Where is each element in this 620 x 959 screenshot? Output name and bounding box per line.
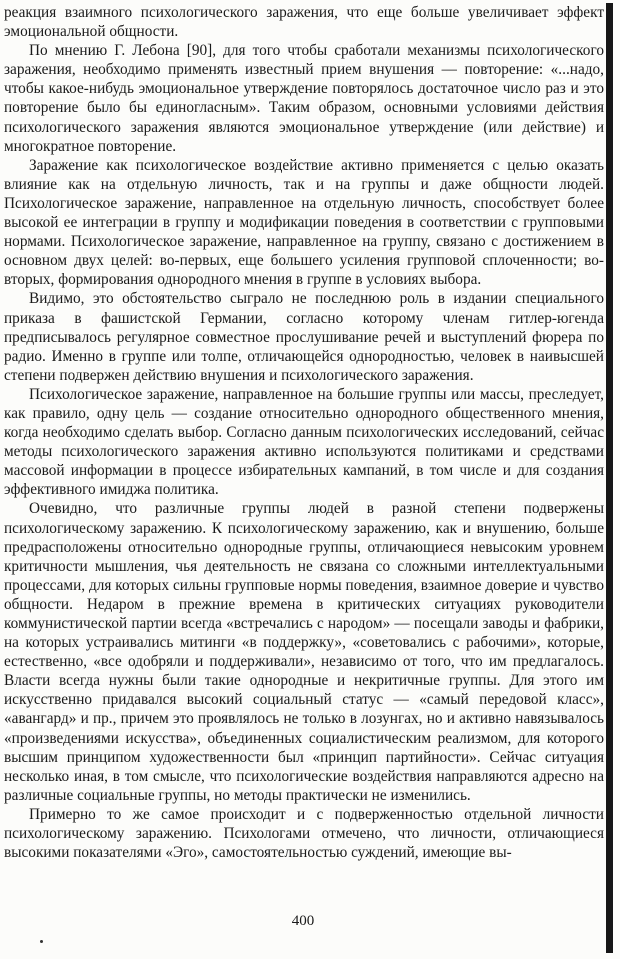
paragraph-group-susceptibility: Очевидно, что различные группы людей в разной степени подвержены психологическому заражению. К психологическому заражению, как и внушению, больше предрасположены относительно однородные группы, отличающиеся невысоким уровнем критичности мышления, чья деятельность не связана со сложными интеллектуальными процессами, для которых сильны групповые нормы поведения, взаимное доверие и чувство общности. Недаром в прежние времена в критических ситуациях руководители коммунистической партии всегда «встречались с народом» — посещали заводы и фабрики, на которых устраивались митинги «в поддержку», «советовались с рабочими», которые, естественно, «все одобряли и поддерживали», независимо от того, что им предлагалось. Власти всегда нужны были такие однородные и некритичные группы. Для этого им искусственно придавался высокий социальный статус — «самый передовой класс», «авангард» и пр., причем это проявлялось не только в лозунгах, но и активно навязывалось «произведениями искусства», объединенных социалистическим реализмом, для которого высшим принципом художественности был «принцип партийности». Сейчас ситуация несколько иная, в том смысле, что психологические воздействия направляются адресно на различные социальные группы, но методы практически не изменились. (4, 500, 604, 804)
scan-speck (40, 940, 43, 943)
paragraph-lebon-repetition: По мнению Г. Лебона [90], для того чтобы сработали механизмы психологического заражения, необходимо применять известный прием внушения — повторение: «...надо, чтобы какое-нибудь эмоциональное утверждение повторялось достаточное число раз и это повторение было бы единогласным». Таким образом, основными условиями действия психологического заражения являются эмоциональное утверждение (или действие) и многократное повторение. (4, 42, 604, 155)
paragraph-mass-contagion: Психологическое заражение, направленное на большие группы или массы, преследует, как правило, одну цель — создание относительно однородного общественного мнения, когда необходимо сделать выбор. Согласно данным психологических исследований, сейчас методы психологического заражения активно используются политиками и средствами массовой информации в процессе избирательных кампаний, в том числе и для создания эффективного имиджа политика. (4, 385, 604, 499)
paragraph-continued: реакция взаимного психологического заражения, что еще больше увеличивает эффект эмоциональной общности. (4, 4, 604, 41)
body-text (4, 3, 604, 862)
paragraph-individual-susceptibility: Примерно то же самое происходит и с подверженностью отдельной личности психологическому заражению. Психологами отмечено, что личности, отличающиеся высокими показателями «Эго», самостоятельностью суждений, имеющие вы- (4, 805, 604, 862)
paragraph-contagion-influence: Заражение как психологическое воздействие активно применяется с целью оказать влияние как на отдельную личность, так и на группы и даже общности людей. Психологическое заражение, направленное на отдельную личность, способствует более высокой ее интеграции в группу и модификации поведения в соответствии с групповыми нормами. Психологическое заражение, направленное на группу, связано с достижением в основном двух целей: во-первых, еще большего усиления групповой сплоченности; во-вторых, формирования однородного мнения в группе в условиях выбора. (4, 156, 604, 289)
scan-edge-rule (606, 3, 613, 953)
paragraph-germany-order: Видимо, это обстоятельство сыграло не последнюю роль в издании специального приказа в фашистской Германии, согласно которому членам гитлер-югенда предписывалось регулярное совместное прослушивание речей и выступлений фюрера по радио. Именно в группе или толпе, отличающейся однородностью, человек в наивысшей степени подвержен действию внушения и психологического заражения. (4, 290, 604, 384)
page-number: 400 (291, 913, 315, 929)
